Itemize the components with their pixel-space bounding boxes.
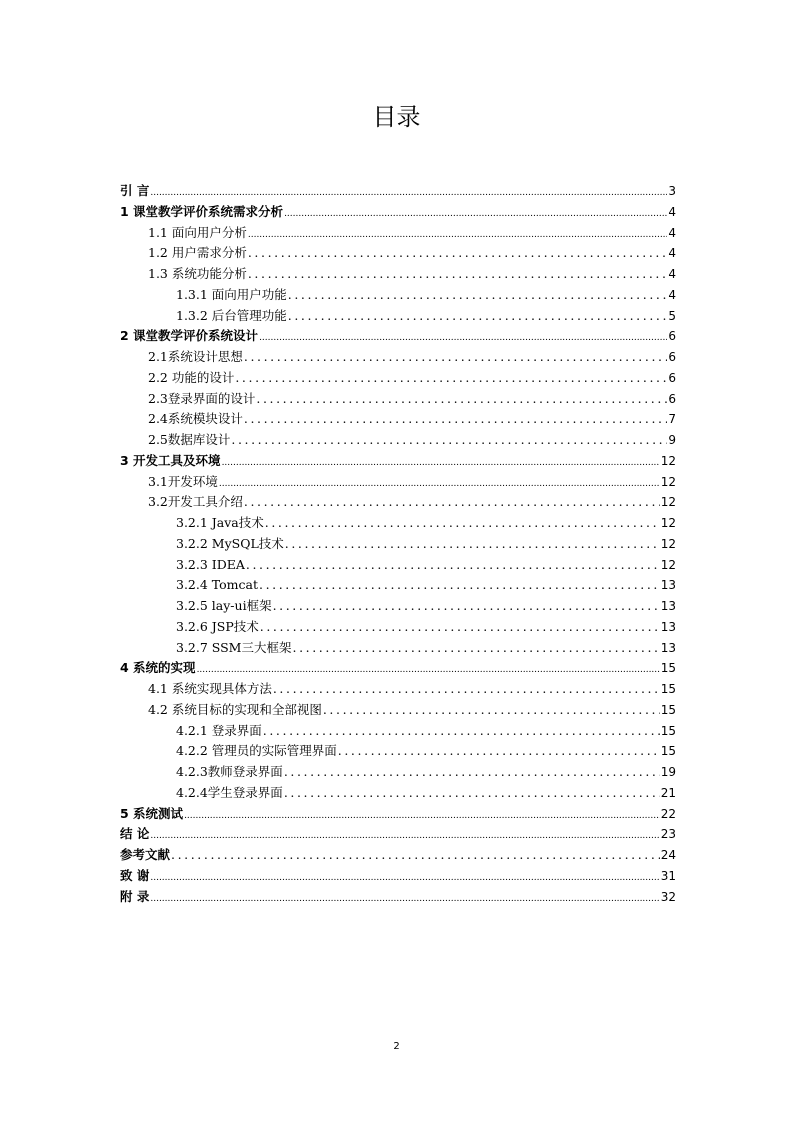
toc-entry[interactable]: [120, 347, 676, 368]
toc-entry-page: 19: [660, 765, 676, 779]
toc-entry-page: 13: [660, 599, 676, 613]
toc-entry-page: 6: [668, 391, 676, 406]
toc-entry-page: 13: [660, 619, 676, 634]
dot-leader: [265, 513, 660, 534]
toc-entry[interactable]: [120, 472, 676, 493]
toc-entry-label: 附 录: [120, 888, 150, 904]
toc-entry-page: 22: [660, 806, 676, 821]
toc-entry[interactable]: [120, 181, 676, 202]
toc-entry-page: 12: [660, 495, 676, 510]
dot-leader: [323, 700, 660, 721]
toc-entry[interactable]: [120, 223, 676, 244]
toc-entry-label: 5 系统测试: [120, 805, 184, 821]
toc-entry[interactable]: [120, 306, 676, 327]
toc-entry-label: 结 论: [120, 826, 150, 842]
toc-entry-page: 4: [668, 267, 676, 281]
toc-entry-page: 15: [660, 744, 676, 759]
toc-entry[interactable]: [120, 492, 676, 513]
dot-leader: [284, 783, 660, 804]
toc-entry-label: 4 系统的实现: [120, 660, 196, 676]
toc-entry[interactable]: [120, 326, 676, 347]
toc-title: 目录: [372, 103, 421, 131]
dot-leader: [263, 721, 660, 742]
toc-entry[interactable]: [120, 700, 676, 721]
toc-entry[interactable]: [120, 389, 676, 410]
toc-entry[interactable]: [120, 430, 676, 451]
toc-entry-page: 6: [668, 350, 676, 364]
page-number: 2: [393, 1041, 400, 1052]
toc-entry[interactable]: [120, 202, 676, 223]
toc-entry-page: 13: [660, 578, 676, 593]
dot-leader: [293, 638, 660, 659]
toc-entry-page: 4: [668, 204, 676, 219]
toc-entry-label: 3.2.2 MySQL技术: [176, 535, 284, 551]
toc-entry[interactable]: [120, 638, 676, 659]
toc-entry-label: 2.4系统模块设计: [148, 411, 243, 427]
toc-entry-page: 12: [660, 536, 676, 551]
table-of-contents: [120, 181, 676, 907]
toc-entry-label: 4.2.1 登录界面: [176, 722, 262, 738]
toc-entry-label: 3 开发工具及环境: [120, 452, 221, 468]
toc-entry-label: 4.1 系统实现具体方法: [148, 681, 272, 696]
toc-entry-page: 5: [668, 308, 676, 323]
toc-entry-label: 1.1 面向用户分析: [148, 224, 247, 240]
toc-entry-page: 9: [668, 433, 676, 447]
toc-entry[interactable]: [120, 575, 676, 596]
toc-entry-label: 2.1系统设计思想: [148, 349, 243, 364]
toc-entry-label: 1.3.1 面向用户功能: [176, 286, 287, 302]
toc-entry-page: 4: [668, 246, 676, 261]
toc-entry-label: 3.2.1 Java技术: [176, 515, 264, 530]
toc-entry-page: 7: [668, 412, 676, 427]
toc-entry-label: 3.2.3 IDEA: [176, 556, 245, 572]
toc-entry[interactable]: [120, 264, 676, 285]
dot-leader: [338, 741, 660, 762]
toc-entry-label: 2.2 功能的设计: [148, 369, 235, 385]
dot-leader: [246, 555, 660, 576]
toc-entry-label: 1.3.2 后台管理功能: [176, 307, 287, 323]
toc-entry-label: 2.5数据库设计: [148, 432, 231, 447]
dot-leader: [248, 243, 668, 264]
toc-entry[interactable]: [120, 409, 676, 430]
dot-leader: [288, 306, 668, 327]
dot-leader: [259, 328, 667, 349]
toc-entry-page: 3: [668, 184, 676, 198]
dot-leader: [284, 204, 667, 225]
dot-leader: [231, 430, 667, 451]
toc-entry[interactable]: [120, 243, 676, 264]
toc-entry[interactable]: [120, 866, 676, 887]
toc-entry[interactable]: [120, 513, 676, 534]
toc-entry[interactable]: [120, 741, 676, 762]
toc-entry-page: 32: [660, 889, 676, 904]
dot-leader: [150, 826, 659, 847]
toc-entry-label: 3.2.5 lay-ui框架: [176, 598, 272, 613]
toc-entry-label: 引 言: [120, 183, 150, 198]
toc-entry-label: 3.2开发工具介绍: [148, 494, 243, 510]
dot-leader: [244, 347, 667, 368]
dot-leader: [244, 409, 667, 430]
toc-entry[interactable]: [120, 762, 676, 783]
dot-leader: [184, 806, 660, 827]
dot-leader: [260, 617, 660, 638]
toc-entry-page: 4: [668, 287, 676, 302]
toc-entry-page: 6: [668, 370, 676, 385]
toc-entry[interactable]: [120, 679, 676, 700]
dot-leader: [288, 285, 668, 306]
toc-entry-page: 4: [668, 225, 676, 240]
toc-entry-label: 1.3 系统功能分析: [148, 266, 247, 281]
dot-leader: [150, 183, 667, 204]
toc-entry-label: 3.2.4 Tomcat: [176, 577, 259, 593]
toc-entry-label: 3.2.7 SSM三大框架: [176, 639, 292, 655]
toc-entry-page: 15: [660, 702, 676, 717]
toc-entry[interactable]: [120, 887, 676, 908]
toc-entry-page: 12: [660, 474, 676, 489]
toc-entry[interactable]: [120, 721, 676, 742]
toc-entry-page: 31: [660, 868, 676, 883]
toc-entry[interactable]: [120, 555, 676, 576]
toc-entry-label: 4.2.3教师登录界面: [176, 764, 283, 779]
toc-entry-label: 4.2 系统目标的实现和全部视图: [148, 701, 322, 717]
toc-entry-label: 2 课堂教学评价系统设计: [120, 328, 259, 344]
toc-entry-page: 15: [660, 661, 676, 676]
toc-entry-label: 4.2.2 管理员的实际管理界面: [176, 743, 337, 759]
dot-leader: [256, 389, 667, 410]
dot-leader: [285, 534, 660, 555]
toc-entry-label: 致 谢: [120, 867, 150, 883]
dot-leader: [248, 225, 668, 246]
toc-entry-page: 23: [660, 827, 676, 842]
toc-entry[interactable]: [120, 845, 676, 866]
dot-leader: [197, 660, 660, 681]
toc-entry[interactable]: [120, 285, 676, 306]
toc-entry-page: 15: [660, 723, 676, 738]
toc-entry[interactable]: [120, 783, 676, 804]
toc-entry[interactable]: [120, 534, 676, 555]
toc-entry-page: 6: [668, 329, 676, 344]
dot-leader: [248, 264, 668, 285]
dot-leader: [273, 679, 660, 700]
toc-entry[interactable]: [120, 368, 676, 389]
dot-leader: [235, 368, 667, 389]
dot-leader: [171, 845, 660, 866]
toc-entry-page: 21: [660, 785, 676, 800]
toc-entry-label: 3.2.6 JSP技术: [176, 618, 259, 634]
dot-leader: [150, 868, 659, 889]
toc-entry-label: 4.2.4学生登录界面: [176, 784, 283, 800]
dot-leader: [150, 889, 659, 910]
toc-entry[interactable]: [120, 824, 676, 845]
toc-entry[interactable]: [120, 596, 676, 617]
toc-entry-label: 1 课堂教学评价系统需求分析: [120, 203, 284, 219]
toc-entry-label: 2.3登录界面的设计: [148, 390, 256, 406]
dot-leader: [273, 596, 660, 617]
dot-leader: [284, 762, 660, 783]
dot-leader: [244, 492, 660, 513]
toc-entry-label: 1.2 用户需求分析: [148, 245, 247, 261]
toc-entry-page: 15: [660, 682, 676, 696]
toc-entry-page: 13: [660, 640, 676, 655]
toc-entry[interactable]: [120, 658, 676, 679]
toc-entry[interactable]: [120, 451, 676, 472]
toc-entry-label: 参考文献: [120, 847, 171, 862]
toc-entry-label: 3.1开发环境: [148, 473, 218, 489]
dot-leader: [222, 453, 660, 474]
dot-leader: [259, 575, 660, 596]
toc-entry-page: 12: [660, 453, 676, 468]
toc-entry[interactable]: [120, 617, 676, 638]
toc-entry-page: 12: [660, 516, 676, 530]
toc-entry[interactable]: [120, 804, 676, 825]
toc-entry-page: 12: [660, 557, 676, 572]
toc-entry-page: 24: [660, 848, 676, 862]
dot-leader: [219, 474, 660, 495]
